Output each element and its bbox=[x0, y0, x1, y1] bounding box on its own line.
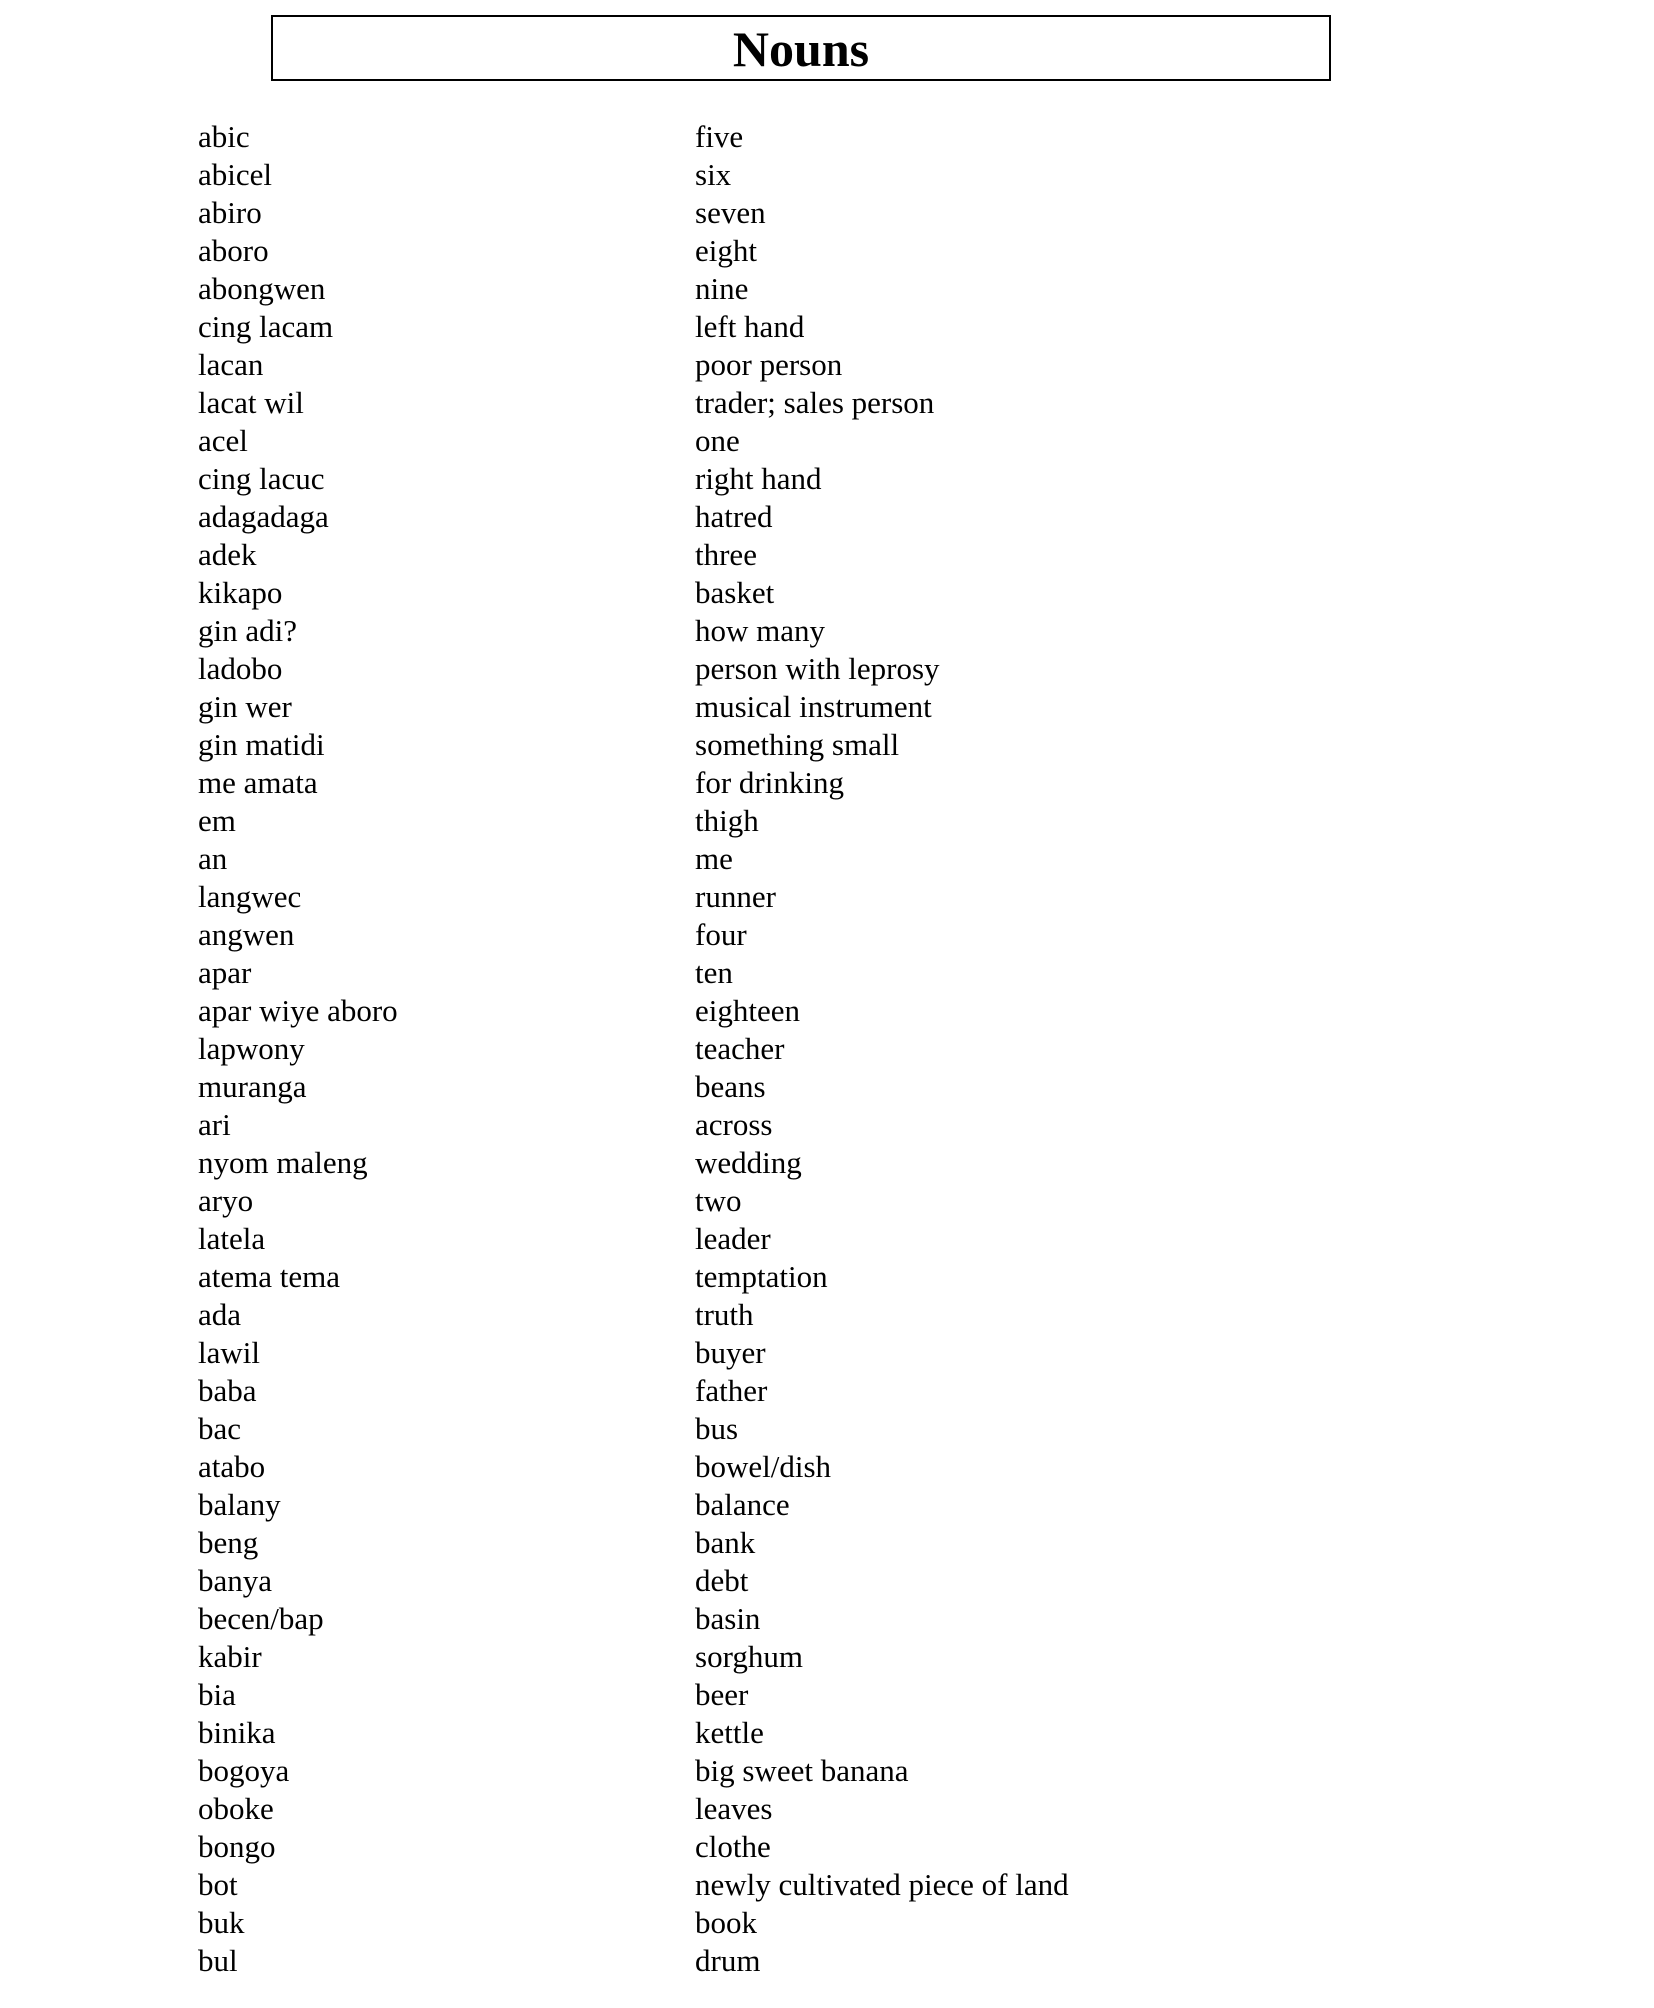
entry-gloss: book bbox=[695, 1905, 757, 1940]
entry-gloss: eighteen bbox=[695, 993, 801, 1028]
entry-term: apar bbox=[198, 955, 252, 990]
entry-term: oboke bbox=[198, 1791, 274, 1826]
entry-term: abic bbox=[198, 119, 250, 154]
glossary-entry bbox=[0, 118, 1654, 156]
entry-term: me amata bbox=[198, 765, 318, 800]
entry-gloss: leader bbox=[695, 1221, 771, 1256]
glossary-entry bbox=[0, 460, 1654, 498]
entry-gloss: person with leprosy bbox=[695, 651, 940, 686]
glossary-entry bbox=[0, 688, 1654, 726]
glossary-entry bbox=[0, 1334, 1654, 1372]
entry-gloss: temptation bbox=[695, 1259, 828, 1294]
glossary-entry bbox=[0, 1372, 1654, 1410]
entry-gloss: debt bbox=[695, 1563, 749, 1598]
entry-term: lacat wil bbox=[198, 385, 304, 420]
entry-gloss: two bbox=[695, 1183, 742, 1218]
entry-gloss: beans bbox=[695, 1069, 766, 1104]
glossary-entry bbox=[0, 1524, 1654, 1562]
entry-gloss: something small bbox=[695, 727, 900, 762]
entry-term: lawil bbox=[198, 1335, 260, 1370]
glossary-entry bbox=[0, 498, 1654, 536]
entry-gloss: basin bbox=[695, 1601, 761, 1636]
entry-gloss: newly cultivated piece of land bbox=[695, 1867, 1069, 1902]
glossary-entry bbox=[0, 726, 1654, 764]
glossary-entry bbox=[0, 384, 1654, 422]
glossary-entry bbox=[0, 916, 1654, 954]
entry-gloss: clothe bbox=[695, 1829, 771, 1864]
entry-gloss: teacher bbox=[695, 1031, 785, 1066]
entry-term: ladobo bbox=[198, 651, 283, 686]
glossary-entry bbox=[0, 1448, 1654, 1486]
entry-term: gin adi? bbox=[198, 613, 297, 648]
entry-term: lacan bbox=[198, 347, 264, 382]
entry-gloss: me bbox=[695, 841, 733, 876]
entry-term: acel bbox=[198, 423, 248, 458]
entry-term: em bbox=[198, 803, 236, 838]
entry-gloss: buyer bbox=[695, 1335, 766, 1370]
glossary-entry bbox=[0, 1068, 1654, 1106]
glossary-entry bbox=[0, 802, 1654, 840]
entry-gloss: wedding bbox=[695, 1145, 802, 1180]
glossary-entry bbox=[0, 1752, 1654, 1790]
entry-gloss: how many bbox=[695, 613, 826, 648]
entry-term: ada bbox=[198, 1297, 242, 1332]
entry-gloss: sorghum bbox=[695, 1639, 803, 1674]
glossary-entry bbox=[0, 422, 1654, 460]
entry-term: langwec bbox=[198, 879, 302, 914]
entry-term: kikapo bbox=[198, 575, 283, 610]
glossary-entry bbox=[0, 1030, 1654, 1068]
glossary-entry bbox=[0, 1942, 1654, 1980]
entry-term: atema tema bbox=[198, 1259, 340, 1294]
entry-gloss: one bbox=[695, 423, 740, 458]
entry-gloss: balance bbox=[695, 1487, 790, 1522]
entry-term: abiro bbox=[198, 195, 262, 230]
entry-term: bul bbox=[198, 1943, 238, 1978]
entry-gloss: ten bbox=[695, 955, 733, 990]
entry-term: banya bbox=[198, 1563, 273, 1598]
glossary-entry bbox=[0, 1600, 1654, 1638]
title-box bbox=[271, 15, 1331, 81]
entry-term: aryo bbox=[198, 1183, 254, 1218]
entry-term: muranga bbox=[198, 1069, 307, 1104]
entry-gloss: big sweet banana bbox=[695, 1753, 909, 1788]
entry-term: ari bbox=[198, 1107, 231, 1142]
entry-term: cing lacuc bbox=[198, 461, 325, 496]
entry-gloss: six bbox=[695, 157, 732, 192]
entry-gloss: beer bbox=[695, 1677, 749, 1712]
entry-term: gin wer bbox=[198, 689, 292, 724]
glossary-entry bbox=[0, 1182, 1654, 1220]
glossary-entry bbox=[0, 1866, 1654, 1904]
entry-term: abongwen bbox=[198, 271, 326, 306]
entry-gloss: leaves bbox=[695, 1791, 773, 1826]
entry-term: latela bbox=[198, 1221, 266, 1256]
glossary-entry bbox=[0, 1486, 1654, 1524]
glossary-entry bbox=[0, 536, 1654, 574]
glossary-entry bbox=[0, 1904, 1654, 1942]
glossary-entry bbox=[0, 612, 1654, 650]
entry-term: binika bbox=[198, 1715, 276, 1750]
entry-term: nyom maleng bbox=[198, 1145, 368, 1180]
entry-term: bongo bbox=[198, 1829, 276, 1864]
entry-gloss: nine bbox=[695, 271, 749, 306]
entry-term: an bbox=[198, 841, 228, 876]
entry-gloss: thigh bbox=[695, 803, 759, 838]
entry-term: angwen bbox=[198, 917, 295, 952]
entry-term: aboro bbox=[198, 233, 269, 268]
entry-term: bot bbox=[198, 1867, 238, 1902]
entry-gloss: bus bbox=[695, 1411, 739, 1446]
glossary-entry bbox=[0, 270, 1654, 308]
entry-gloss: father bbox=[695, 1373, 768, 1408]
glossary-entry bbox=[0, 156, 1654, 194]
entry-gloss: bowel/dish bbox=[695, 1449, 832, 1484]
entry-gloss: three bbox=[695, 537, 757, 572]
entry-term: adek bbox=[198, 537, 257, 572]
entry-term: bogoya bbox=[198, 1753, 290, 1788]
entry-gloss: left hand bbox=[695, 309, 805, 344]
entry-gloss: poor person bbox=[695, 347, 843, 382]
glossary-entry bbox=[0, 1562, 1654, 1600]
entry-gloss: bank bbox=[695, 1525, 756, 1560]
entry-gloss: five bbox=[695, 119, 744, 154]
entry-term: baba bbox=[198, 1373, 257, 1408]
entry-term: bia bbox=[198, 1677, 236, 1712]
glossary-entry bbox=[0, 1258, 1654, 1296]
glossary-list bbox=[0, 118, 1654, 1980]
glossary-entry bbox=[0, 954, 1654, 992]
entry-term: buk bbox=[198, 1905, 245, 1940]
entry-term: gin matidi bbox=[198, 727, 325, 762]
entry-term: cing lacam bbox=[198, 309, 334, 344]
glossary-entry bbox=[0, 194, 1654, 232]
glossary-entry bbox=[0, 308, 1654, 346]
entry-term: lapwony bbox=[198, 1031, 305, 1066]
glossary-entry bbox=[0, 840, 1654, 878]
entry-gloss: eight bbox=[695, 233, 757, 268]
glossary-entry bbox=[0, 992, 1654, 1030]
glossary-entry bbox=[0, 232, 1654, 270]
entry-gloss: right hand bbox=[695, 461, 822, 496]
glossary-entry bbox=[0, 1828, 1654, 1866]
glossary-entry bbox=[0, 1676, 1654, 1714]
entry-gloss: across bbox=[695, 1107, 773, 1142]
glossary-entry bbox=[0, 1638, 1654, 1676]
glossary-entry bbox=[0, 1106, 1654, 1144]
entry-term: becen/bap bbox=[198, 1601, 324, 1636]
entry-gloss: basket bbox=[695, 575, 775, 610]
entry-term: adagadaga bbox=[198, 499, 329, 534]
glossary-entry bbox=[0, 574, 1654, 612]
glossary-entry bbox=[0, 1144, 1654, 1182]
entry-gloss: musical instrument bbox=[695, 689, 932, 724]
entry-term: beng bbox=[198, 1525, 259, 1560]
page-title: Nouns bbox=[732, 21, 870, 77]
glossary-entry bbox=[0, 764, 1654, 802]
entry-gloss: trader; sales person bbox=[695, 385, 935, 420]
entry-term: apar wiye aboro bbox=[198, 993, 398, 1028]
entry-term: balany bbox=[198, 1487, 281, 1522]
entry-gloss: drum bbox=[695, 1943, 761, 1978]
glossary-entry bbox=[0, 1220, 1654, 1258]
entry-gloss: seven bbox=[695, 195, 766, 230]
entry-term: atabo bbox=[198, 1449, 266, 1484]
entry-gloss: truth bbox=[695, 1297, 754, 1332]
glossary-entry bbox=[0, 346, 1654, 384]
glossary-entry bbox=[0, 1296, 1654, 1334]
glossary-entry bbox=[0, 1714, 1654, 1752]
glossary-entry bbox=[0, 1410, 1654, 1448]
glossary-entry bbox=[0, 878, 1654, 916]
entry-gloss: four bbox=[695, 917, 747, 952]
entry-gloss: hatred bbox=[695, 499, 773, 534]
glossary-entry bbox=[0, 1790, 1654, 1828]
entry-gloss: runner bbox=[695, 879, 776, 914]
entry-gloss: for drinking bbox=[695, 765, 844, 800]
entry-term: abicel bbox=[198, 157, 273, 192]
entry-gloss: kettle bbox=[695, 1715, 764, 1750]
glossary-entry bbox=[0, 650, 1654, 688]
entry-term: bac bbox=[198, 1411, 242, 1446]
entry-term: kabir bbox=[198, 1639, 262, 1674]
